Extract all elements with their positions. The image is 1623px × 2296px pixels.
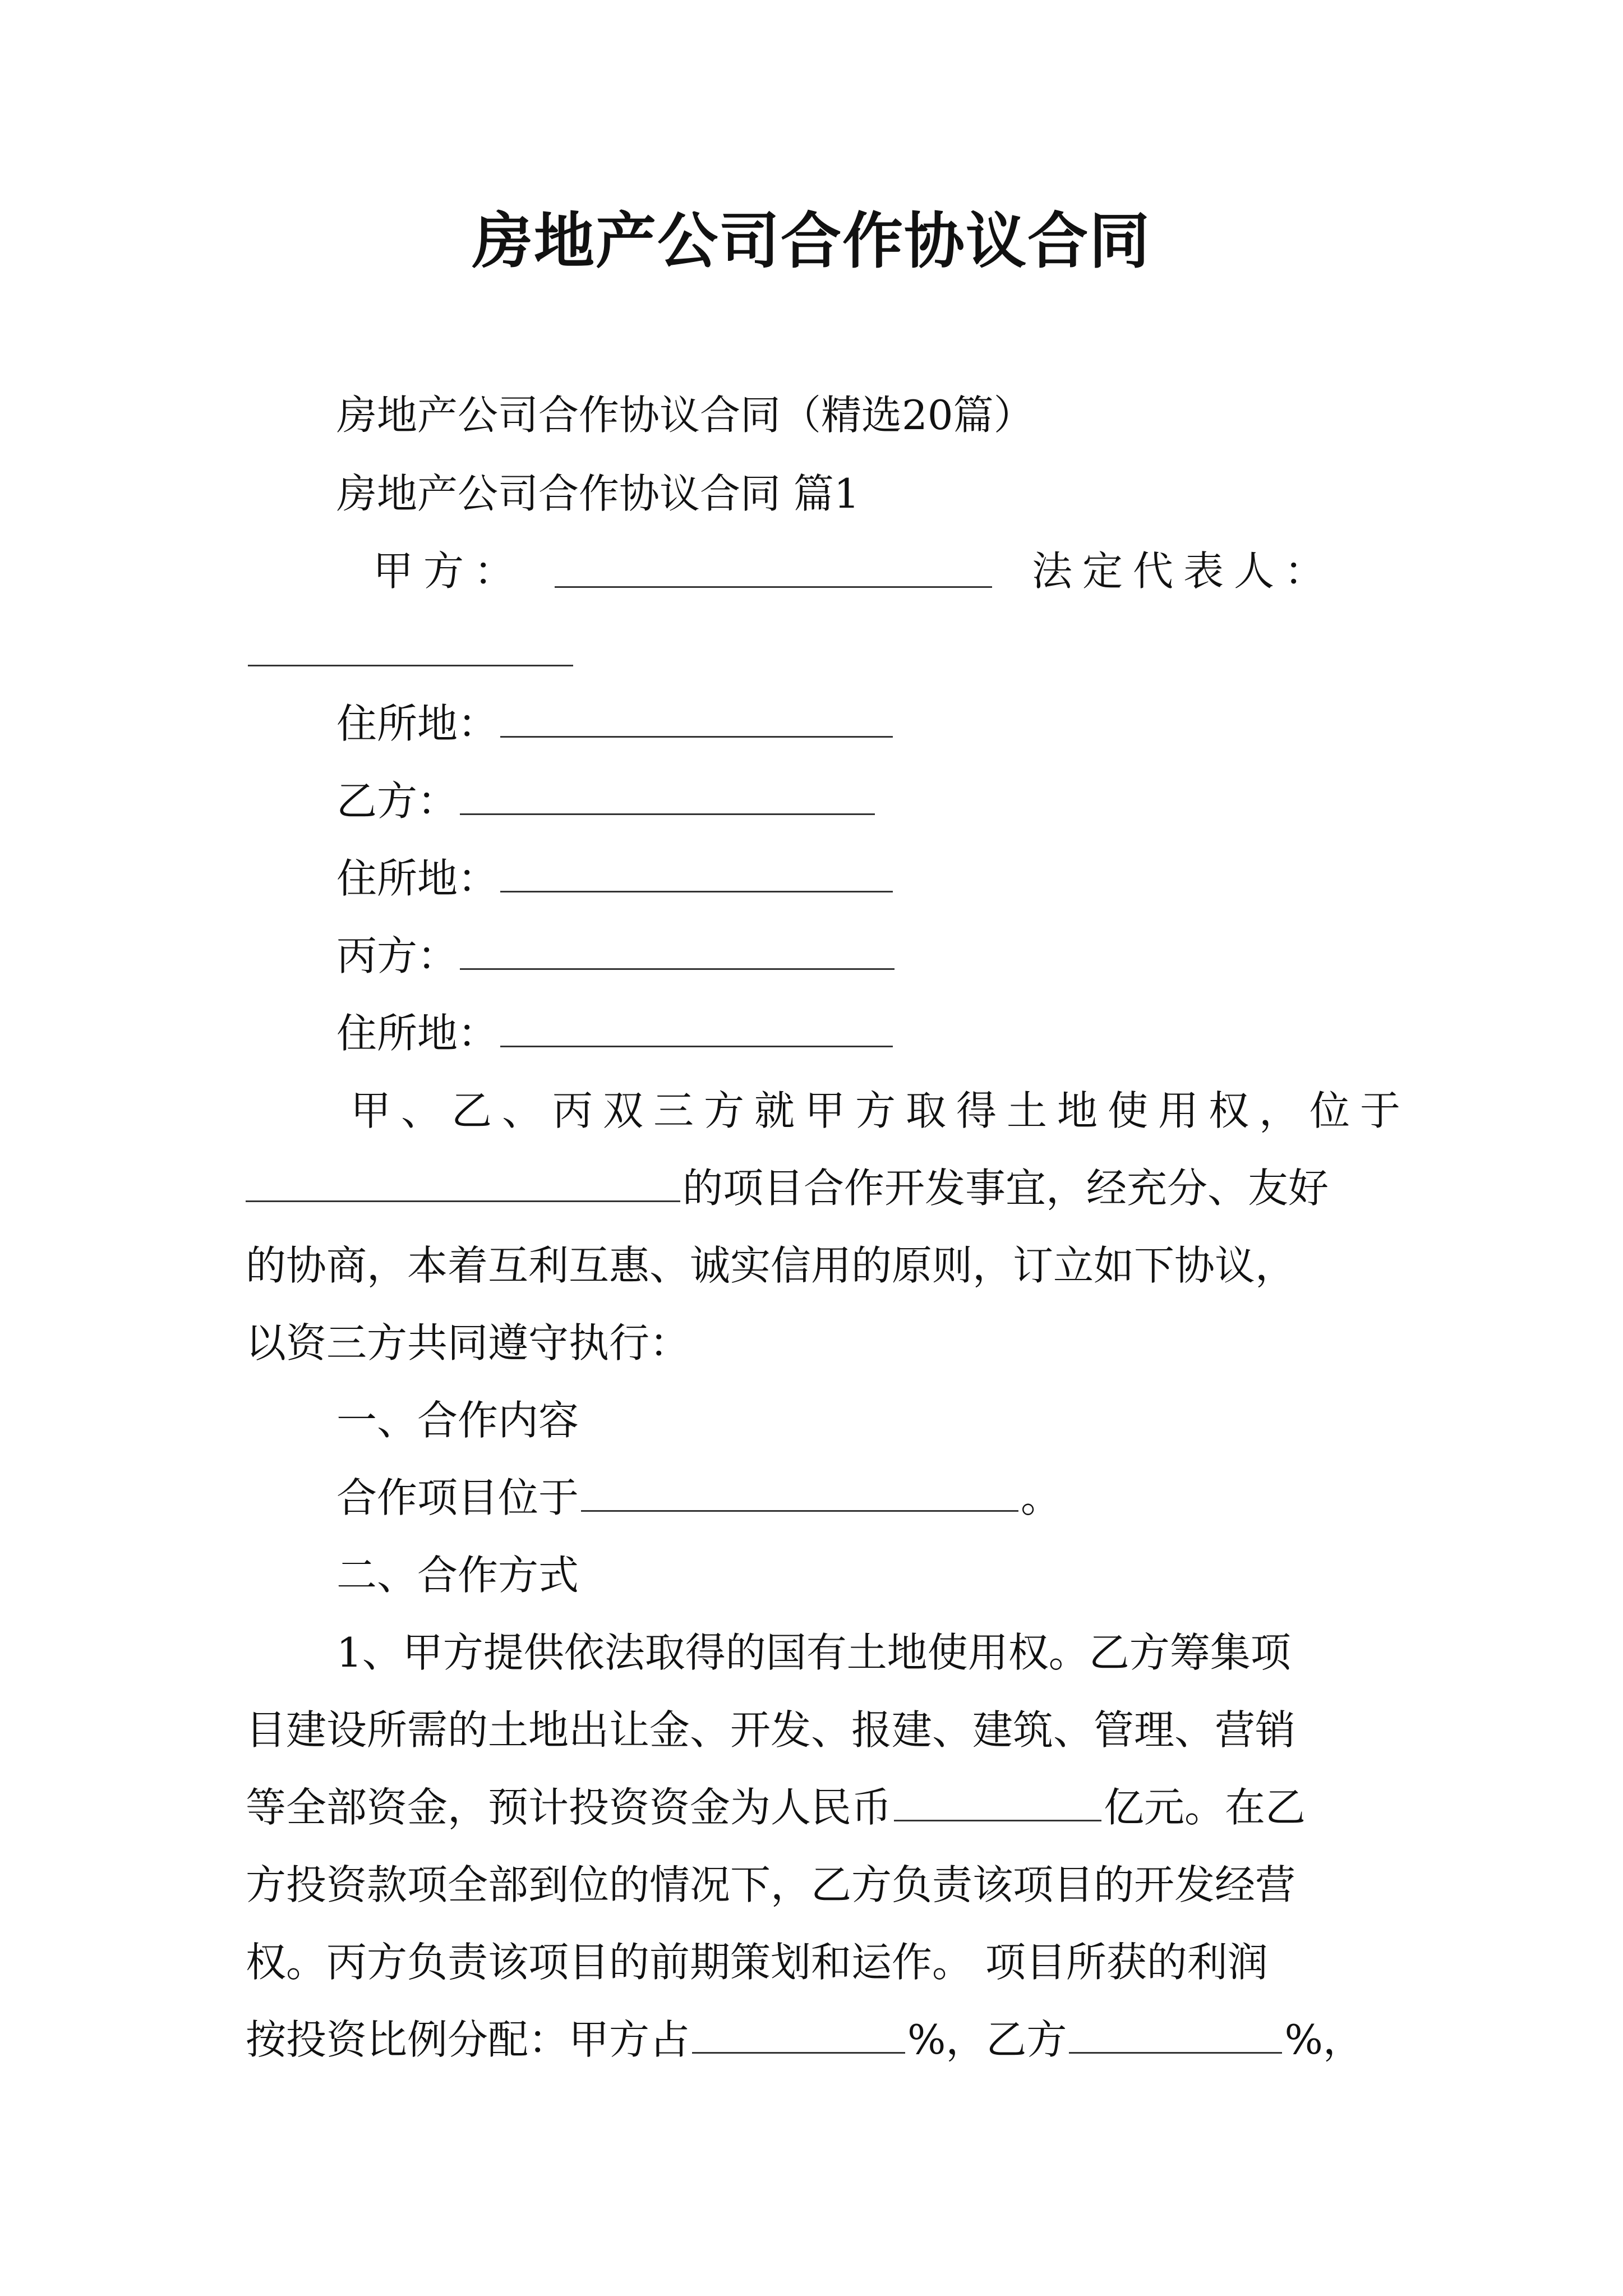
p1-line-3-suffix: 亿元。在乙 <box>1104 1784 1306 1831</box>
project-location-prefix: 合作项目位于 <box>336 1474 579 1521</box>
intro-line-4: 以资三方共同遵守执行： <box>246 1319 690 1366</box>
party-c-blank <box>460 935 895 970</box>
subtitle: 房地产公司合作协议合同（精选20篇） <box>336 392 1034 439</box>
address-blank-2 <box>500 857 893 892</box>
party-a-label: 甲方： <box>373 547 525 595</box>
intro-location-blank <box>246 1167 680 1202</box>
p1-line-4: 方投资款项全部到位的情况下，乙方负责该项目的开发经营 <box>246 1861 1296 1908</box>
project-location-suffix: 。 <box>1021 1474 1062 1521</box>
address-blank-3 <box>500 1012 893 1047</box>
p1-line-6-suffix: %， <box>1284 2016 1363 2063</box>
party-a-share-blank <box>692 2018 905 2054</box>
p1-line-3 <box>246 1779 1306 1835</box>
project-location-blank <box>581 1476 1018 1512</box>
p1-line-3-prefix: 等全部资金，预计投资资金为人民币 <box>246 1784 892 1831</box>
intro-line-2-text: 的项目合作开发事宜，经充分、友好 <box>683 1165 1329 1212</box>
address-blank-1 <box>500 702 893 738</box>
legal-rep-blank <box>248 631 573 666</box>
address-row-2 <box>336 850 895 907</box>
intro-line-2 <box>246 1160 1329 1216</box>
intro-line-1: 甲、乙、丙双三方就甲方取得土地使用权，位于 <box>351 1087 1411 1134</box>
p1-line-1: 1、甲方提供依法取得的国有土地使用权。乙方筹集项 <box>336 1629 1291 1676</box>
investment-amount-blank <box>894 1786 1101 1821</box>
party-b-share-blank <box>1069 2018 1282 2054</box>
heading-cooperation-content: 一、合作内容 <box>336 1397 579 1444</box>
address-label-1: 住所地： <box>336 700 499 747</box>
address-label-2: 住所地： <box>336 855 499 902</box>
party-b-blank <box>460 780 875 815</box>
document-title: 房地产公司合作协议合同 <box>472 206 1151 277</box>
p1-line-6 <box>246 2012 1363 2068</box>
heading-cooperation-method: 二、合作方式 <box>336 1552 579 1599</box>
section-heading: 房地产公司合作协议合同 篇1 <box>336 470 860 517</box>
p1-line-2: 目建设所需的土地出让金、开发、报建、建筑、管理、营销 <box>246 1706 1296 1754</box>
project-location-row <box>336 1470 1061 1526</box>
party-c-row <box>336 928 897 984</box>
party-a-row <box>373 543 524 599</box>
address-row-1 <box>336 696 895 752</box>
address-label-3: 住所地： <box>336 1010 499 1057</box>
p1-line-6-prefix: 按投资比例分配：甲方占 <box>246 2016 690 2063</box>
p1-line-6-mid: %，乙方 <box>907 2016 1067 2063</box>
intro-line-3: 的协商，本着互利互惠、诚实信用的原则，订立如下协议， <box>246 1242 1296 1289</box>
party-c-label: 丙方： <box>336 932 458 979</box>
party-a-blank <box>555 553 992 588</box>
legal-rep-label: 法定代表人： <box>1032 547 1335 595</box>
p1-line-5: 权。丙方负责该项目的前期策划和运作。 项目所获的利润 <box>246 1939 1268 1986</box>
address-row-3 <box>336 1005 895 1061</box>
party-b-row <box>336 773 877 829</box>
party-b-label: 乙方： <box>336 777 458 825</box>
